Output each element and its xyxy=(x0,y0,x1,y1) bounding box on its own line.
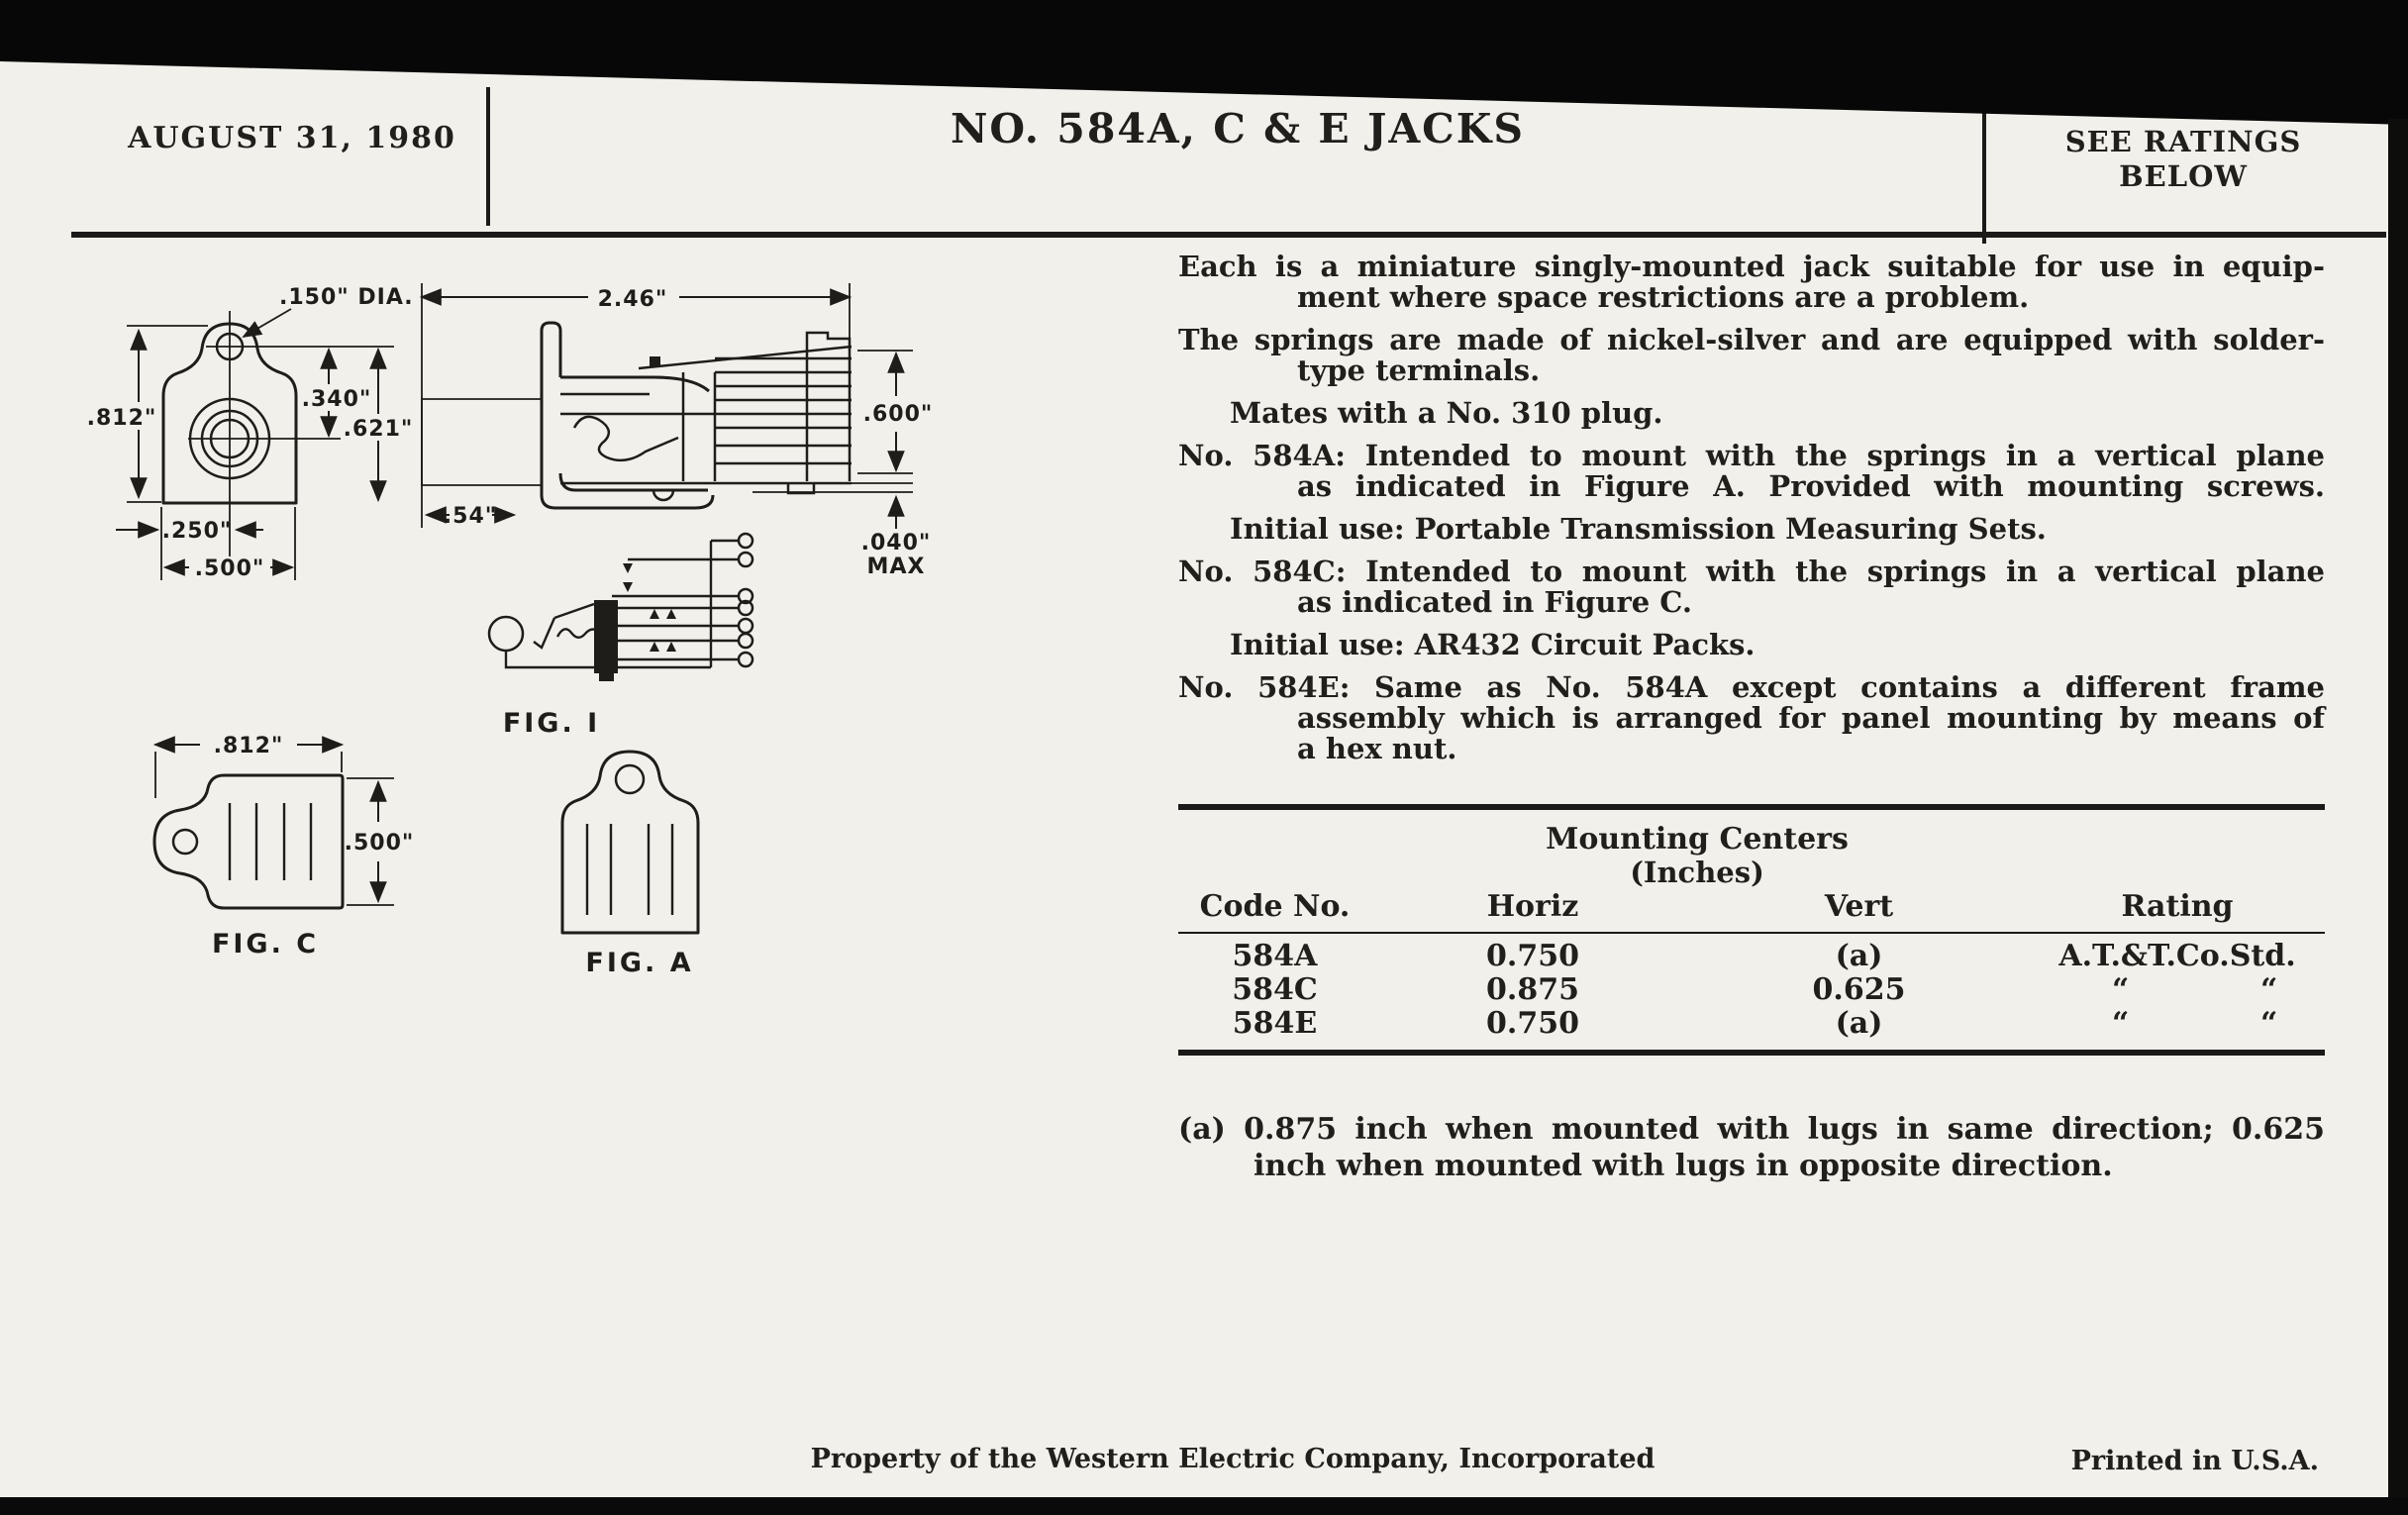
column-header-code: Code No. xyxy=(1199,889,1351,924)
description-line: No. 584A: Intended to mount with the springs in a vertical plane xyxy=(1178,439,2325,472)
fig-i-schematic xyxy=(489,534,752,739)
cell-rating: A.T.&T.Co.Std. xyxy=(2058,939,2296,973)
column-header-horiz: Horiz xyxy=(1486,889,1579,924)
page-title: NO. 584A, C & E JACKS xyxy=(950,105,1526,152)
description-line: No. 584E: Same as No. 584A except contains a different frame xyxy=(1178,670,2325,704)
table-rule-bottom xyxy=(1178,1050,2325,1056)
description-line: type terminals. xyxy=(1297,354,1541,387)
cell-vert: (a) xyxy=(1835,1006,1883,1041)
table-rule-header xyxy=(1178,932,2325,934)
table-title: Mounting Centers xyxy=(1546,822,1849,857)
cell-code: 584C xyxy=(1232,972,1318,1007)
dim-label-150dia: .150" DIA. xyxy=(279,285,414,310)
side-view-figure xyxy=(422,281,933,579)
footnote-text: 0.875 inch when mounted with lugs in same direction; 0.625 xyxy=(1244,1112,2325,1147)
dim-label-600: .600" xyxy=(862,402,934,427)
table-row xyxy=(1178,1006,2325,1041)
dim-label-250: .250" xyxy=(161,519,233,544)
ditto-mark: “ xyxy=(2260,972,2278,1007)
dim-label-246: 2.46" xyxy=(597,287,668,312)
ratings-note-line2: BELOW xyxy=(2119,159,2248,193)
footnote-label: (a) xyxy=(1178,1112,1226,1147)
technical-drawings xyxy=(59,248,1188,1040)
dim-label-max: MAX xyxy=(866,555,926,579)
issue-date: AUGUST 31, 1980 xyxy=(128,121,456,155)
ditto-mark: “ xyxy=(2260,1006,2278,1041)
description-text xyxy=(1178,252,2325,764)
footnote-line2: inch when mounted with lugs in opposite direction. xyxy=(1254,1149,2113,1183)
ratings-note-line1: SEE RATINGS xyxy=(2064,125,2302,158)
cell-code: 584A xyxy=(1232,939,1318,973)
description-line: Initial use: AR432 Circuit Packs. xyxy=(1230,628,1756,661)
cell-vert: (a) xyxy=(1835,939,1883,973)
cell-horiz: 0.750 xyxy=(1486,1006,1579,1041)
dim-label-812: .812" xyxy=(86,406,157,431)
front-view-figure xyxy=(87,285,414,581)
description-line: No. 584C: Intended to mount with the springs in a vertical plane xyxy=(1178,555,2325,588)
scan-edge-right xyxy=(2388,119,2408,1500)
printed-in-usa: Printed in U.S.A. xyxy=(2070,1446,2319,1476)
description-line: Each is a miniature singly-mounted jack suitable for use in equip- xyxy=(1178,250,2325,283)
cell-rating-ditto xyxy=(1985,972,2325,1007)
dim-label-54: .54" xyxy=(443,504,498,529)
ditto-mark: “ xyxy=(2112,972,2130,1007)
description-line: as indicated in Figure A. Provided with mounting screws. xyxy=(1297,469,2325,503)
fig-c-label: FIG. C xyxy=(211,929,320,960)
header-rule xyxy=(71,232,2386,238)
description-line: Initial use: Portable Transmission Measuring Sets. xyxy=(1230,512,2047,546)
table-row xyxy=(1178,939,2325,973)
cell-vert: 0.625 xyxy=(1812,972,1906,1007)
header-divider-left xyxy=(486,87,490,226)
fig-a-figure xyxy=(562,752,698,978)
cell-horiz: 0.750 xyxy=(1486,939,1579,973)
ratings-note xyxy=(2020,125,2347,194)
dim-label-340: .340" xyxy=(301,387,372,412)
description-line: ment where space restrictions are a problem. xyxy=(1297,280,2030,314)
description-line: a hex nut. xyxy=(1297,732,1457,765)
fig-i-label: FIG. I xyxy=(502,708,601,739)
cell-rating-ditto xyxy=(1985,1006,2325,1041)
description-line: Mates with a No. 310 plug. xyxy=(1230,396,1663,430)
dim-label-040: .040" xyxy=(860,531,932,556)
scan-edge-bottom xyxy=(0,1497,2408,1515)
table-header-row xyxy=(1178,889,2325,924)
dim-label-500: .500" xyxy=(194,556,265,581)
column-header-rating: Rating xyxy=(2121,889,2234,924)
description-line: assembly which is arranged for panel mounting by means of xyxy=(1297,701,2325,735)
dim-label-621: .621" xyxy=(343,417,414,442)
fig-a-label: FIG. A xyxy=(585,948,694,978)
table-row xyxy=(1178,972,2325,1007)
fig-c-dim-812: .812" xyxy=(213,734,284,758)
description-line: The springs are made of nickel-silver and are equipped with solder- xyxy=(1178,323,2325,356)
cell-code: 584E xyxy=(1232,1006,1318,1041)
footnote-line1 xyxy=(1178,1111,2325,1148)
cell-horiz: 0.875 xyxy=(1486,972,1579,1007)
table-subtitle: (Inches) xyxy=(1630,856,1764,889)
footnote xyxy=(1178,1111,2325,1184)
table-rule-top xyxy=(1178,804,2325,810)
column-header-vert: Vert xyxy=(1824,889,1894,924)
ditto-mark: “ xyxy=(2112,1006,2130,1041)
property-notice: Property of the Western Electric Company, Incorporated xyxy=(810,1444,1656,1474)
description-line: as indicated in Figure C. xyxy=(1297,585,1692,619)
fig-c-figure xyxy=(154,734,414,960)
fig-c-dim-500: .500" xyxy=(344,831,415,856)
